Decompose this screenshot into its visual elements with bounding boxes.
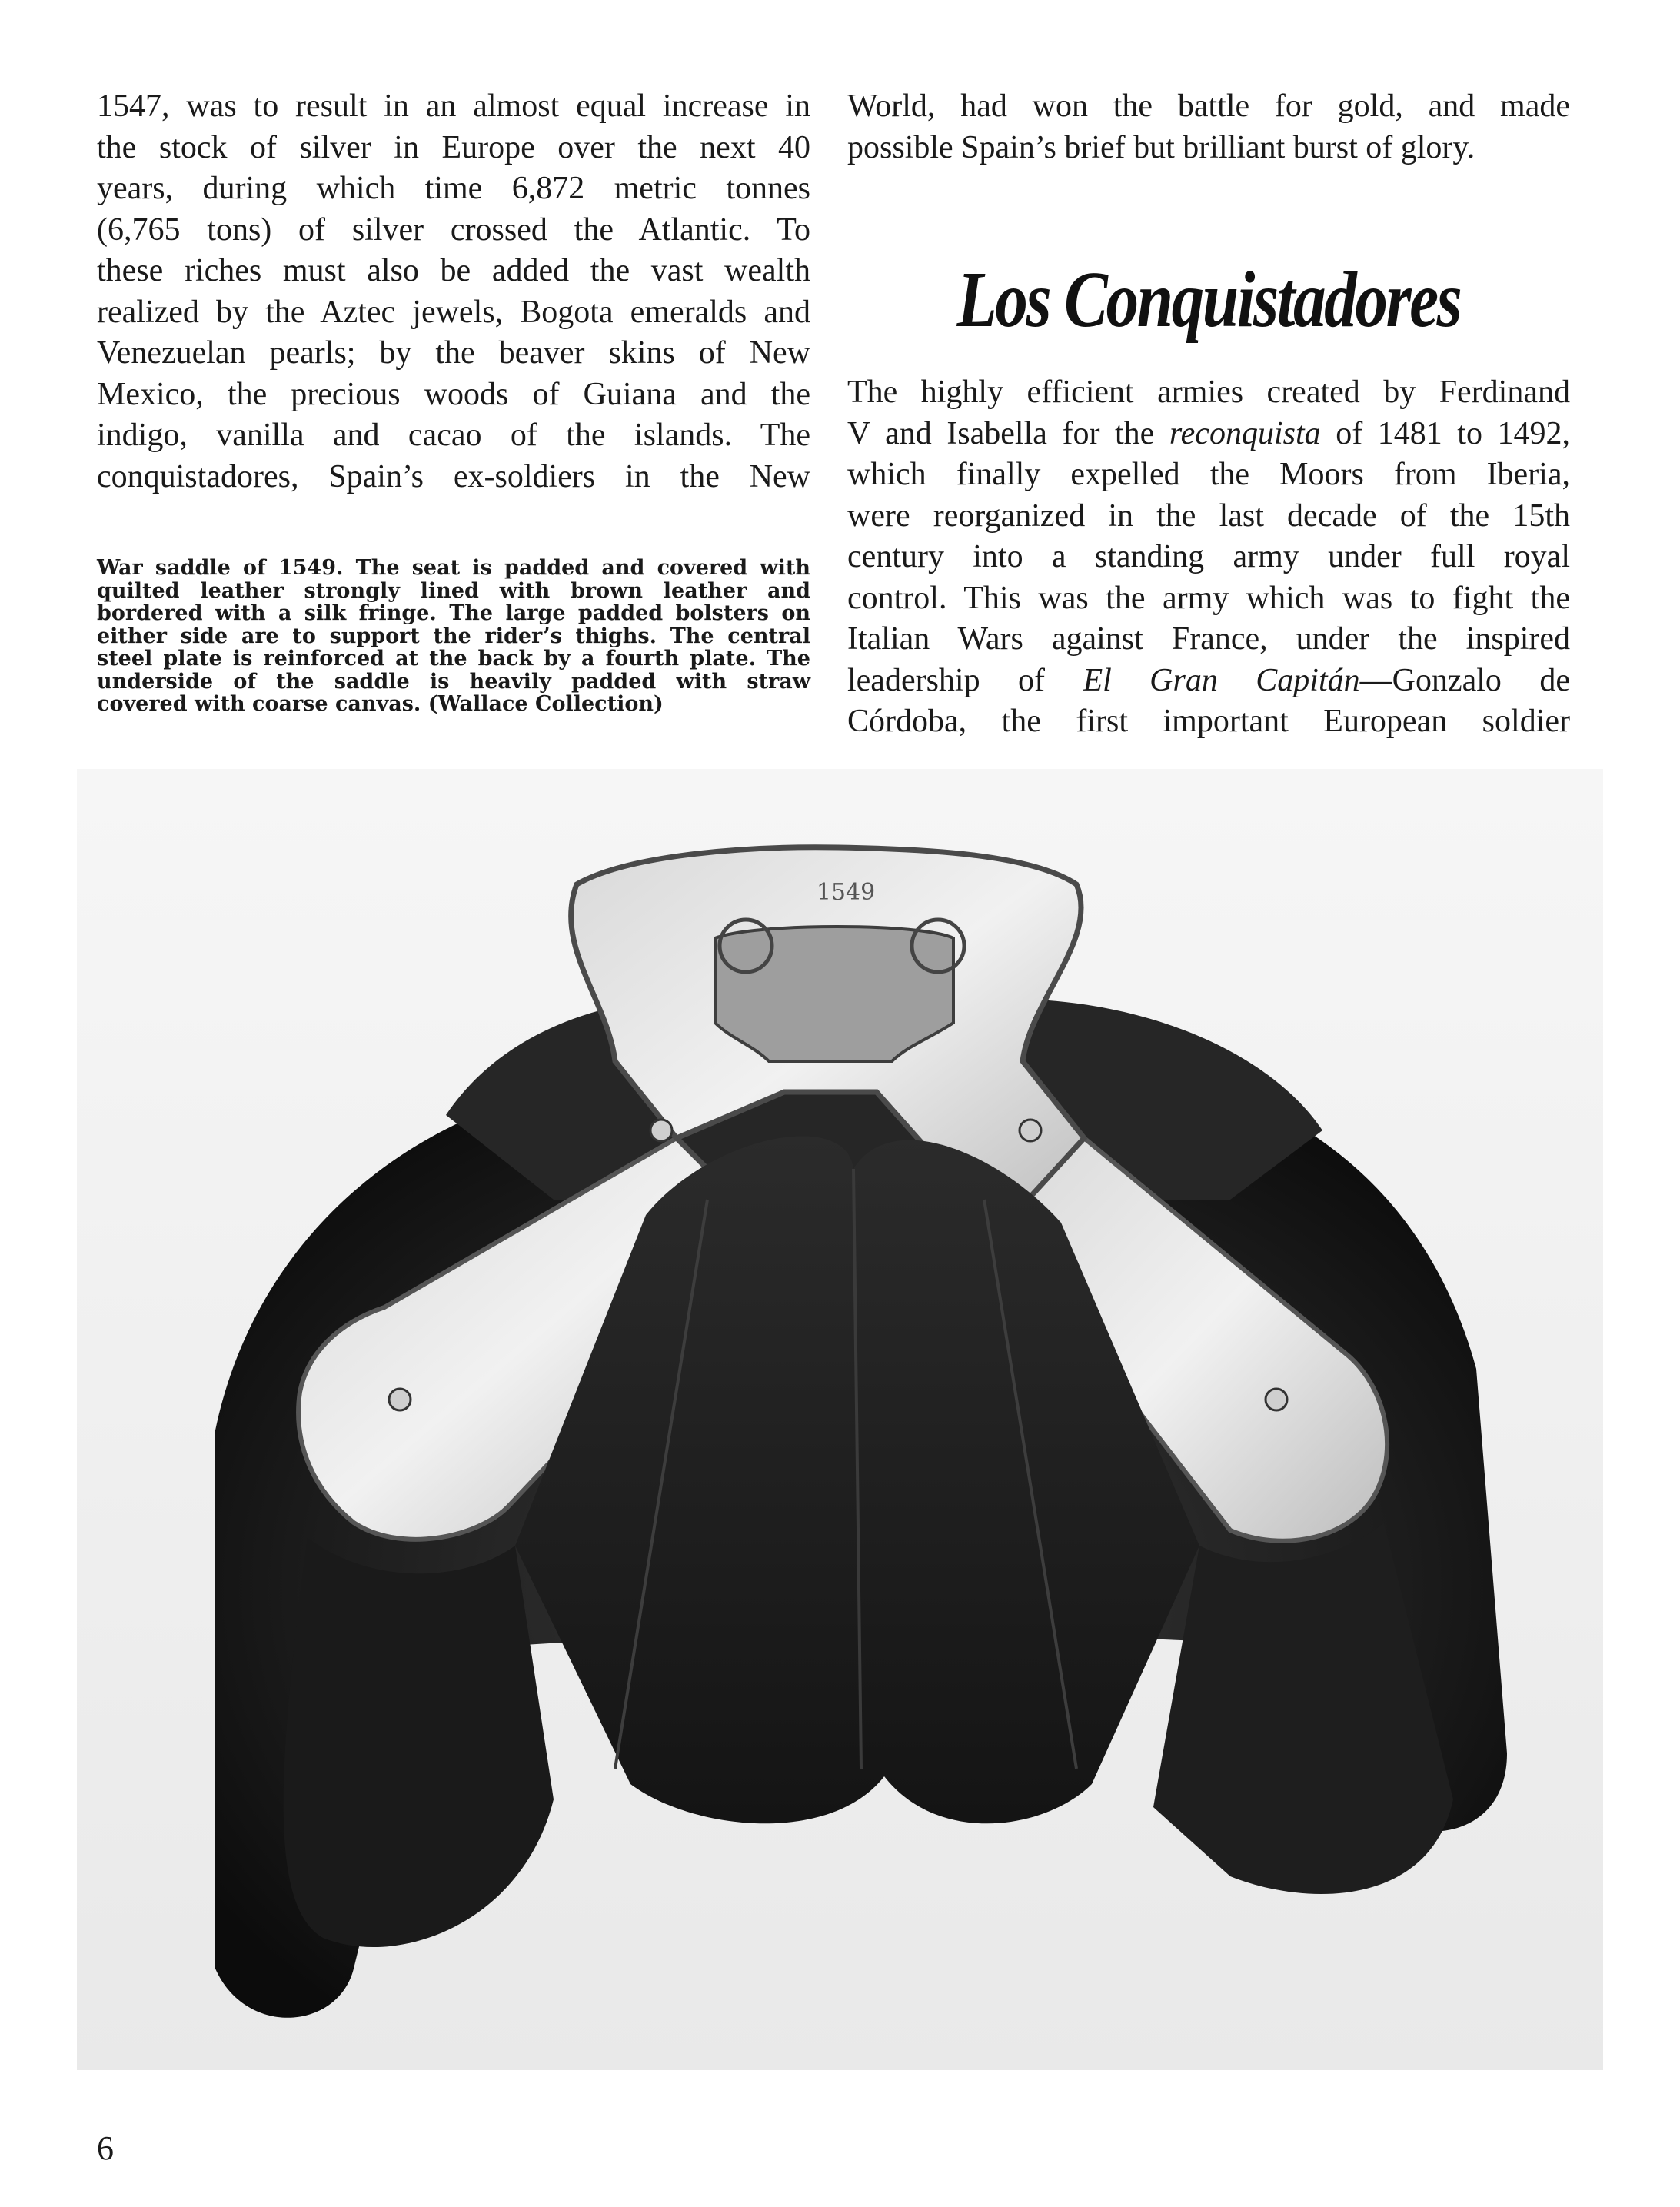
- text-line: Venezuelan pearls; by the beaver skins of New: [97, 335, 810, 371]
- rivet: [1020, 1120, 1041, 1141]
- italic-term: El Gran Capitán: [1083, 662, 1360, 698]
- page-number: 6: [97, 2129, 114, 2167]
- right-column-intro-text: [847, 86, 1570, 168]
- text-line: (6,765 tons) of silver crossed the Atlantic. To: [97, 211, 810, 248]
- italic-term: reconquista: [1169, 415, 1321, 451]
- rivet: [1266, 1389, 1287, 1410]
- figure-caption: [97, 557, 810, 716]
- text-line: control. This was the army which was to fight the: [847, 580, 1570, 616]
- text-line: conquistadores, Spain’s ex-soldiers in the New: [97, 458, 810, 494]
- text-line: realized by the Aztec jewels, Bogota emeralds and: [97, 294, 810, 330]
- text-line: these riches must also be added the vast wealth: [97, 253, 810, 288]
- text-line: Mexico, the precious woods of Guiana and the: [97, 376, 810, 412]
- war-saddle-photo: [77, 769, 1603, 2070]
- text-line: which finally expelled the Moors from Iberia,: [847, 457, 1570, 492]
- rivet: [389, 1389, 411, 1410]
- text-line: leadership of El Gran Capitán—Gonzalo de: [847, 662, 1570, 698]
- text-line: indigo, vanilla and cacao of the islands. The: [97, 418, 810, 453]
- text-line: Córdoba, the first important European soldier: [847, 704, 1570, 739]
- caption-line: quilted leather strongly lined with brown leather and: [97, 578, 810, 603]
- caption-line: underside of the saddle is heavily padded with straw: [97, 669, 810, 694]
- engraved-cartouche: [715, 927, 953, 1061]
- rivet: [650, 1120, 672, 1141]
- text-line: years, during which time 6,872 metric tonnes: [97, 171, 810, 206]
- text-line: The highly efficient armies created by Ferdinand: [847, 374, 1570, 410]
- text-line: World, had won the battle for gold, and made: [847, 88, 1570, 124]
- section-heading: Los Conquistadores: [956, 255, 1461, 344]
- caption-line: covered with coarse canvas. (Wallace Collection): [97, 692, 664, 716]
- caption-line: either side are to support the rider’s thighs. The central: [97, 624, 810, 648]
- left-column-text: [97, 86, 810, 498]
- text-line: the stock of silver in Europe over the next 40: [97, 129, 810, 165]
- text-line: possible Spain’s brief but brilliant burst of glory.: [847, 129, 1475, 165]
- engraved-date: 1549: [816, 879, 876, 906]
- right-column-body-text: [847, 372, 1570, 743]
- text-line: were reorganized in the last decade of the 15th: [847, 498, 1570, 534]
- text-line: 1547, was to result in an almost equal increase in: [97, 88, 810, 124]
- text-line: century into a standing army under full royal: [847, 539, 1570, 574]
- caption-line: bordered with a silk fringe. The large padded bolsters on: [97, 601, 810, 625]
- text-line: V and Isabella for the reconquista of 1481 to 1492,: [847, 415, 1571, 451]
- text-line: Italian Wars against France, under the inspired: [847, 621, 1570, 657]
- caption-line: War saddle of 1549. The seat is padded and covered with: [97, 556, 810, 580]
- caption-line: steel plate is reinforced at the back by a fourth plate. The: [97, 647, 810, 671]
